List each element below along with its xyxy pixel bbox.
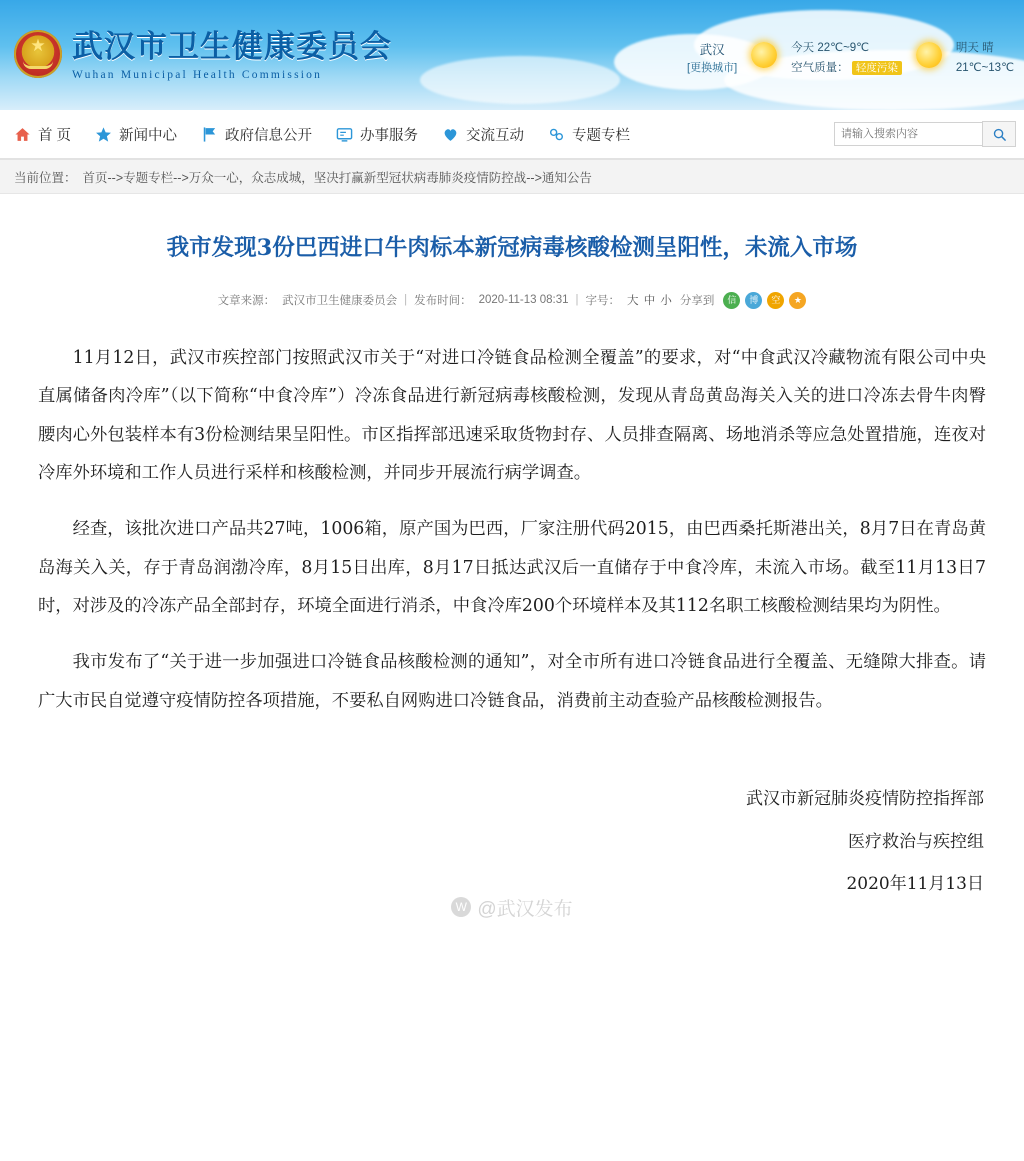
org-name-en: Wuhan Municipal Health Commission (72, 68, 323, 81)
air-quality-badge: 轻度污染 (852, 61, 902, 75)
nav-item-interaction[interactable] (442, 124, 524, 145)
weather-today-block (791, 38, 902, 78)
air-quality-label: 空气质量： (791, 62, 849, 75)
fontsize-label: 字号： (585, 295, 621, 308)
breadcrumb-label: 当前位置： (14, 170, 77, 185)
publish-date-value: 2020-11-13 08:31 (478, 294, 569, 307)
sun-icon (916, 42, 942, 68)
meta-separator: | (404, 294, 408, 307)
weibo-share-glyph: 博 (749, 294, 759, 305)
article-paragraph: 我市发布了“关于进一步加强进口冷链食品核酸检测的通知”，对全市所有进口冷链食品进行全覆盖、无缝隙大排查。请广大市民自觉遵守疫情防控各项措施，不要私自网购进口冷链食品，消费前主动查验产品核酸检测报告。 (38, 652, 986, 711)
source-value: 武汉市卫生健康委员会 (282, 295, 398, 308)
nav-item-services[interactable] (336, 124, 418, 145)
article-paragraph: 经查，该批次进口产品共27吨，1006箱，原产国为巴西，厂家注册代码2015，由巴西桑托斯港出关，8月7日在青岛黄岛海关入关，存于青岛润渤冷库，8月15日出库，8月17日抵达武汉后一直储存于中食冷库，未流入市场。截至11月13日7时，对涉及的冷冻产品全部封存，环境全面进行消杀，中食冷库200个环境样本及其112名职工核酸检测结果均为阴性。 (38, 519, 986, 617)
article-body (18, 339, 1006, 721)
link-icon (548, 126, 565, 143)
weather-widget (687, 38, 1014, 78)
publish-date-label: 发布时间： (414, 295, 472, 308)
share-icon-group (723, 292, 806, 309)
signature-line: 武汉市新冠肺炎疫情防控指挥部 (746, 789, 984, 810)
tomorrow-label: 明天 (955, 42, 979, 54)
heart-icon (442, 126, 459, 143)
tomorrow-temp: 21℃~13℃ (955, 62, 1014, 75)
nav-item-label: 交流互动 (466, 127, 525, 144)
watermark-text: @武汉发布 (477, 898, 573, 920)
nav-item-label: 首 页 (38, 127, 72, 144)
qzone-share-icon[interactable] (767, 292, 784, 309)
today-temp: 22℃~9℃ (817, 42, 870, 54)
today-label: 今天 (791, 42, 815, 54)
signature-line: 2020年11月13日 (846, 874, 984, 895)
breadcrumb-path[interactable]: 首页-->专题专栏-->万众一心，众志成城，坚决打赢新型冠状病毒肺炎疫情防控战-->通知公告 (82, 170, 592, 185)
nav-item-label: 政府信息公开 (225, 127, 313, 144)
article-signature (18, 778, 1006, 906)
share-label: 分享到 (679, 295, 715, 308)
site-header-banner (0, 0, 1024, 110)
org-name-cn: 武汉市卫生健康委员会 (72, 29, 392, 65)
nav-item-label: 专题专栏 (572, 127, 631, 144)
search-input[interactable] (834, 122, 982, 146)
favorite-share-glyph: ★ (793, 294, 802, 305)
monitor-icon (336, 126, 353, 143)
wechat-share-glyph: 信 (727, 294, 737, 305)
home-icon (14, 126, 31, 143)
weather-city-block[interactable] (687, 38, 737, 76)
fontsize-options[interactable]: 大 中 小 (627, 295, 673, 308)
nav-item-gov-info[interactable] (201, 124, 312, 145)
site-title-block (72, 30, 392, 81)
change-city-link[interactable]: [更换城市] (687, 61, 738, 74)
cloud-decoration (420, 56, 620, 104)
article-meta (18, 292, 1006, 309)
weather-tomorrow-block (956, 38, 1014, 78)
search-area (834, 121, 1016, 147)
wechat-share-icon[interactable] (723, 292, 740, 309)
search-icon (992, 127, 1007, 142)
tomorrow-condition: 晴 (982, 42, 994, 54)
nav-item-special-columns[interactable] (548, 124, 630, 145)
weather-city-name: 武汉 (699, 43, 725, 57)
nav-item-news-center[interactable] (95, 124, 177, 145)
search-button[interactable] (982, 121, 1016, 147)
article-paragraph: 11月12日，武汉市疾控部门按照武汉市关于“对进口冷链食品检测全覆盖”的要求，对“中食武汉冷藏物流有限公司中央直属储备肉冷库”（以下简称“中食冷库”）冷冻食品进行新冠病毒核酸检测，发现从青岛黄岛海关入关的进口冷冻去骨牛肉臀腰肉心外包装样本有3份检测结果呈阳性。市区指挥部迅速采取货物封存、人员排查隔离、场地消杀等应急处置措施，连夜对冷库外环境和工作人员进行采样和核酸检测，并同步开展流行病学调查。 (38, 347, 986, 483)
star-icon (95, 126, 112, 143)
main-navigation (0, 110, 1024, 160)
meta-separator: | (575, 294, 579, 307)
breadcrumb (0, 160, 1024, 194)
sun-icon (751, 42, 777, 68)
weibo-share-icon[interactable] (745, 292, 762, 309)
source-label: 文章来源： (217, 295, 276, 308)
national-emblem-icon (14, 30, 62, 78)
signature-line: 医疗救治与疾控组 (848, 831, 984, 852)
article-container (0, 232, 1024, 973)
nav-item-label: 办事服务 (360, 127, 419, 144)
weibo-logo-icon: W (451, 897, 471, 917)
flag-icon (201, 126, 218, 143)
page-title: 我市发现3份巴西进口牛肉标本新冠病毒核酸检测呈阳性，未流入市场 (166, 235, 858, 261)
favorite-share-icon[interactable] (789, 292, 806, 309)
nav-item-home[interactable] (14, 124, 71, 145)
nav-item-label: 新闻中心 (119, 127, 178, 144)
qzone-share-glyph: 空 (771, 294, 781, 305)
